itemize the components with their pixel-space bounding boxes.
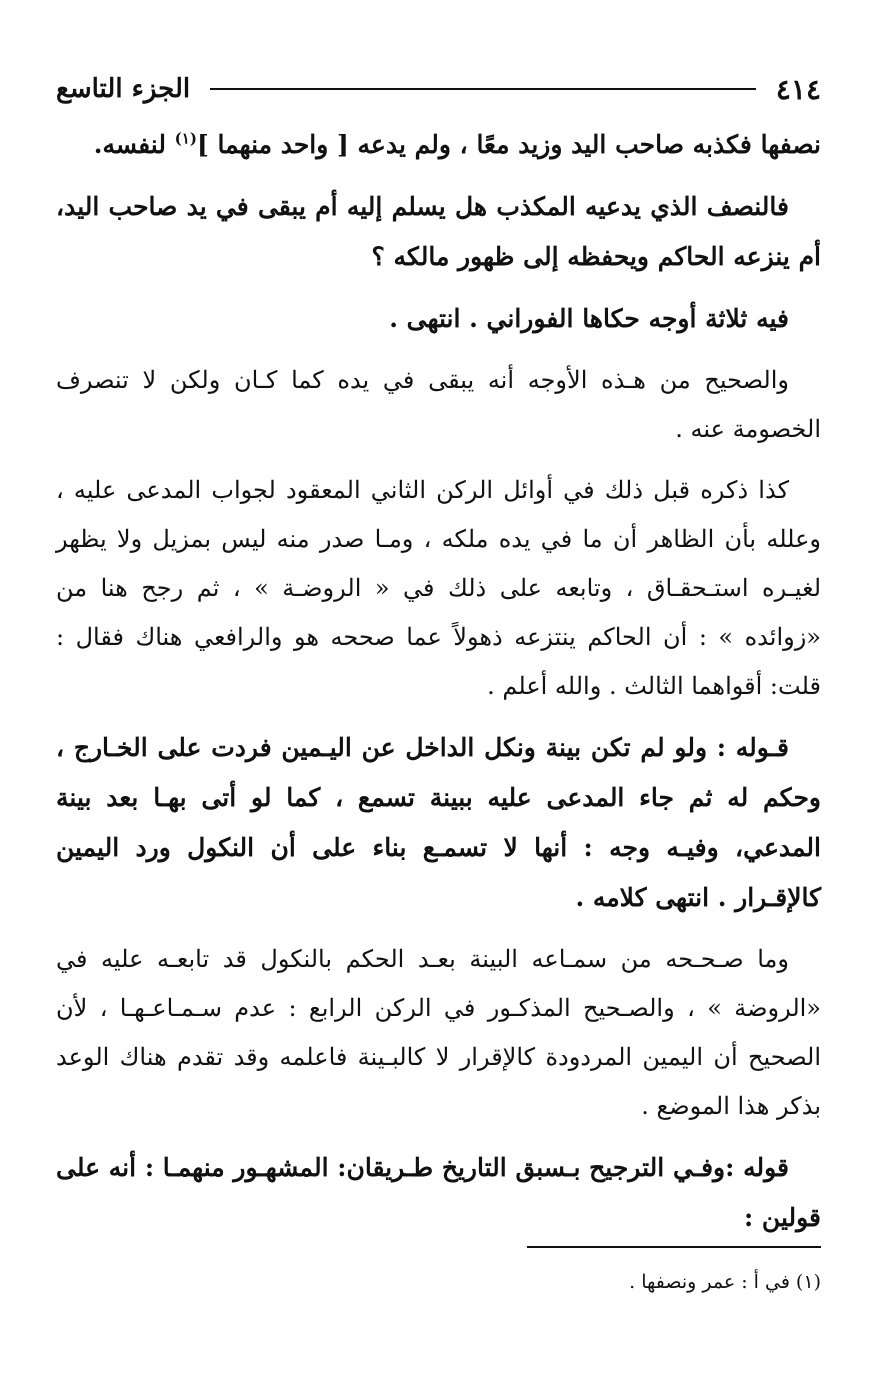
paragraph: والصحيح من هـذه الأوجه أنه يبقى في يده كما كـان ولكن لا تنصرف الخصومة عنه . [56, 366, 821, 443]
volume-title: الجزء التاسع [56, 74, 191, 104]
footnote: (١) في أ : عمر ونصفها . [629, 1271, 821, 1293]
paragraph: وما صـحـحه من سمـاعه البينة بعـد الحكم بالنكول قد تابعـه عليه في «الروضة » ، والصـحيح المذكـور في الركن الرابع : عدم سـمـاعـهـا ، لأن الصحيح أن اليمين المردودة كالإقرار لا كالبـينة فاعلمه وقد تقدم هناك الوعد بذكر هذا الموضع . [56, 945, 821, 1120]
header-rule [210, 88, 756, 90]
body-text [56, 120, 821, 1243]
paragraph: كذا ذكره قبل ذلك في أوائل الركن الثاني المعقود لجواب المدعى عليه ، وعلله بأن الظاهر أن ما في يده ملكه ، ومـا صدر منه ليس بمزيل ولا يظهر لغيـره استـحقـاق ، وتابعه على ذلك في « الروضـة » ، ثم رجح هنا من «زوائده » : أن الحاكم ينتزعه ذهولاً عما صححه هو والرافعي هناك فقال : قلت: أقواهما الثالث . والله أعلم . [56, 476, 821, 700]
footnote-rule [527, 1246, 821, 1248]
paragraph: قـوله : ولو لم تكن بينة ونكل الداخل عن اليـمين فردت على الخـارج ، وحكم له ثم جاء المدعى عليه ببينة تسمع ، كما لو أتى بهـا بعد بينة المدعي، وفيـه وجه : أنها لا تسمـع بناء على أن النكول ورد اليمين كالإقـرار . انتهى كلامه . [56, 733, 821, 912]
page-header [56, 66, 821, 112]
footnote-marker: (١) [174, 129, 197, 148]
paragraph: فيه ثلاثة أوجه حكاها الفوراني . انتهى . [389, 304, 789, 333]
page-number: ٤١٤ [775, 72, 821, 106]
paragraph: نصفها فكذبه صاحب اليد وزيد معًا ، ولم يدعه [ واحد منهما ]$^{(١)}$ لنفسه. [93, 129, 821, 159]
paragraph: فالنصف الذي يدعيه المكذب هل يسلم إليه أم يبقى في يد صاحب اليد، أم ينزعه الحاكم ويحفظه إلى ظهور مالكه ؟ [56, 192, 821, 271]
paragraph: قوله :وفـي الترجيح بـسبق التاريخ طـريقان: المشهـور منهمـا : أنه على قولين : [56, 1153, 821, 1232]
